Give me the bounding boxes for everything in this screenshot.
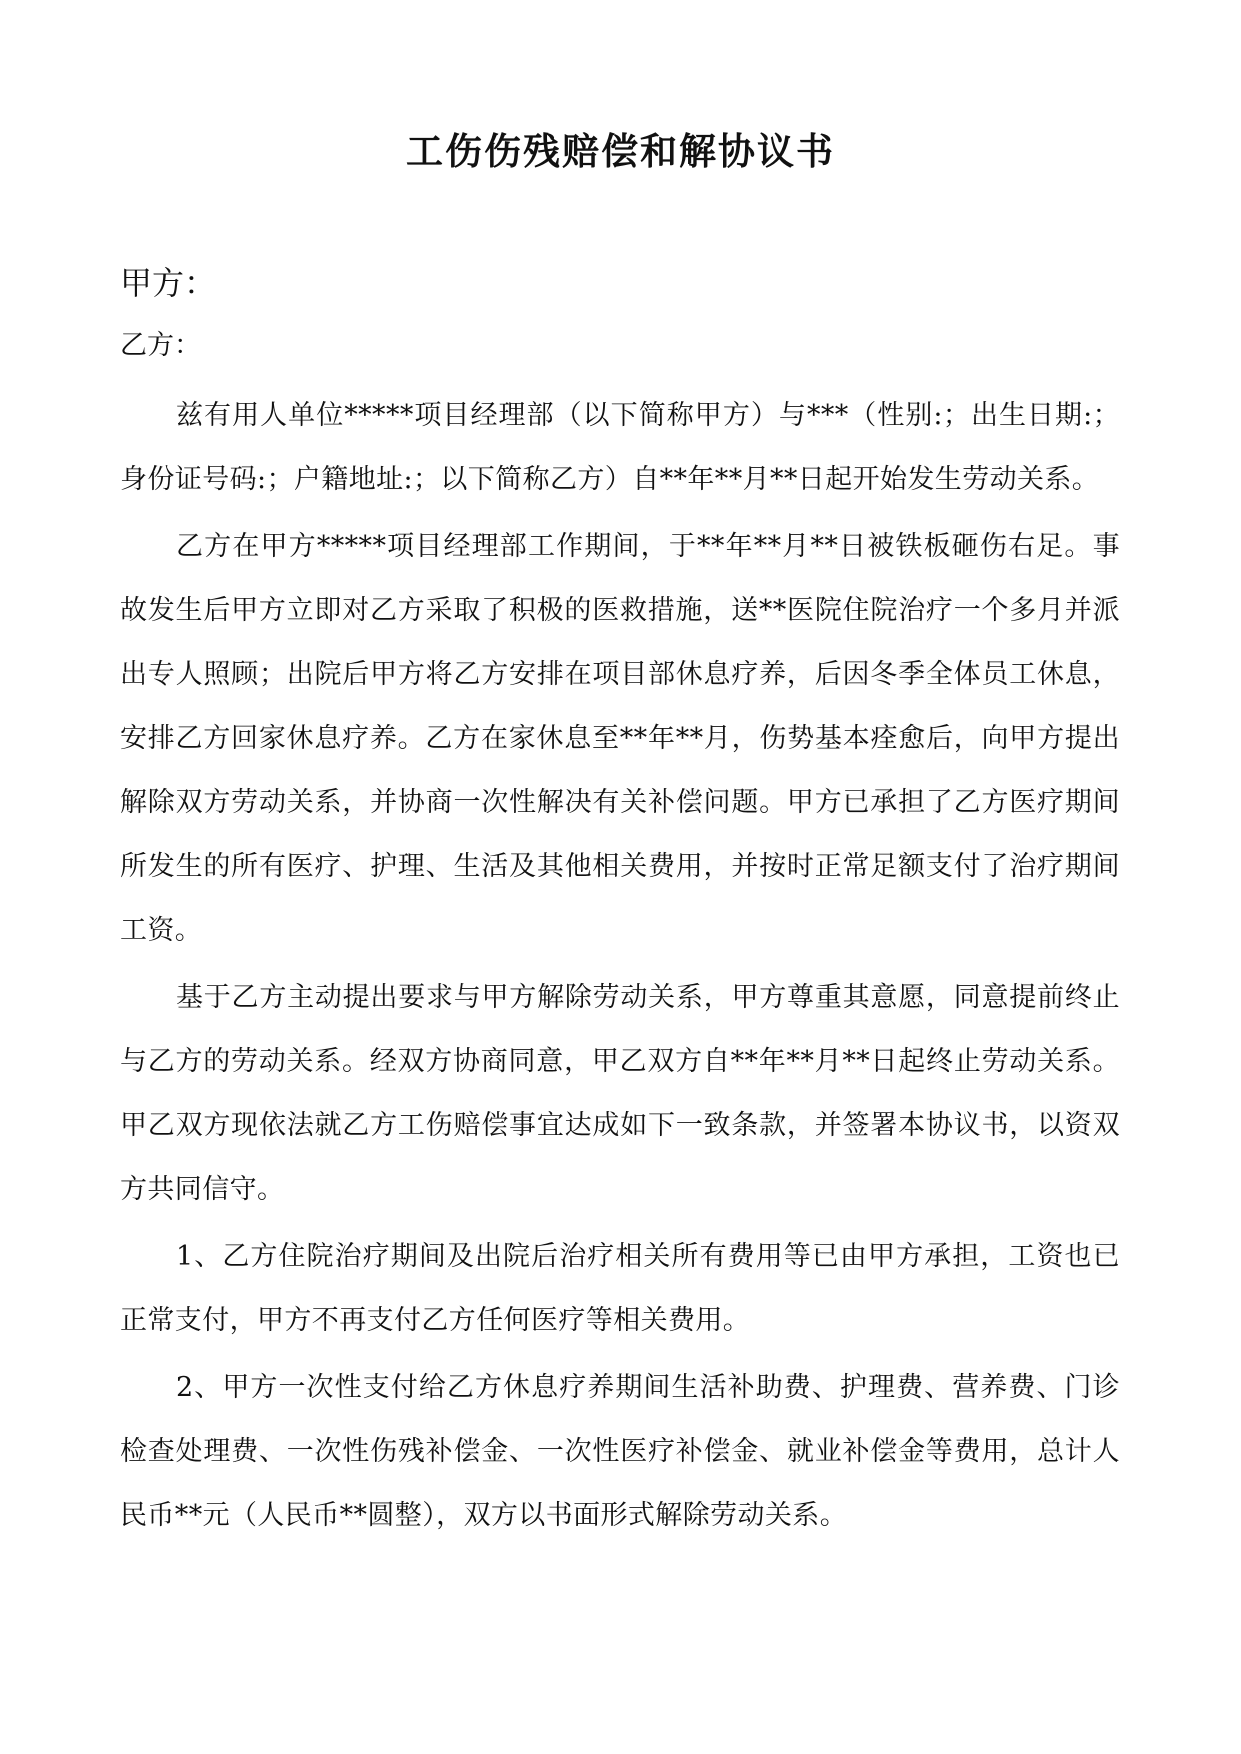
paragraph-incident: 乙方在甲方*****项目经理部工作期间，于**年**月**日被铁板砸伤右足。事故发生后甲方立即对乙方采取了积极的医救措施，送**医院住院治疗一个多月并派出专人照顾；出院后甲方将乙方安排在项目部休息疗养，后因冬季全体员工休息，安排乙方回家休息疗养。乙方在家休息至**年**月，伤势基本痊愈后，向甲方提出解除双方劳动关系，并协商一次性解决有关补偿问题。甲方已承担了乙方医疗期间所发生的所有医疗、护理、生活及其他相关费用，并按时正常足额支付了治疗期间工资。	[120, 531, 1120, 946]
paragraph-intro: 兹有用人单位*****项目经理部（以下简称甲方）与***（性别:；出生日期:；身份证号码:；户籍地址:；以下简称乙方）自**年**月**日起开始发生劳动关系。	[120, 400, 1120, 495]
paragraph-clause-1: 1、乙方住院治疗期间及出院后治疗相关所有费用等已由甲方承担，工资也已正常支付，甲方不再支付乙方任何医疗等相关费用。	[120, 1241, 1120, 1336]
paragraph-clause-2: 2、甲方一次性支付给乙方休息疗养期间生活补助费、护理费、营养费、门诊检查处理费、一次性伤残补偿金、一次性医疗补偿金、就业补偿金等费用，总计人民币**元（人民币**圆整），双方以书面形式解除劳动关系。	[120, 1372, 1120, 1531]
document-title: 工伤伤残赔偿和解协议书	[406, 129, 835, 173]
paragraph-termination: 基于乙方主动提出要求与甲方解除劳动关系，甲方尊重其意愿，同意提前终止与乙方的劳动关系。经双方协商同意，甲乙双方自**年**月**日起终止劳动关系。甲乙双方现依法就乙方工伤赔偿事宜达成如下一致条款，并签署本协议书，以资双方共同信守。	[120, 982, 1120, 1205]
party-b-label: 乙方：	[120, 330, 201, 361]
document-body	[120, 384, 1120, 1551]
party-a-label: 甲方：	[120, 264, 217, 302]
